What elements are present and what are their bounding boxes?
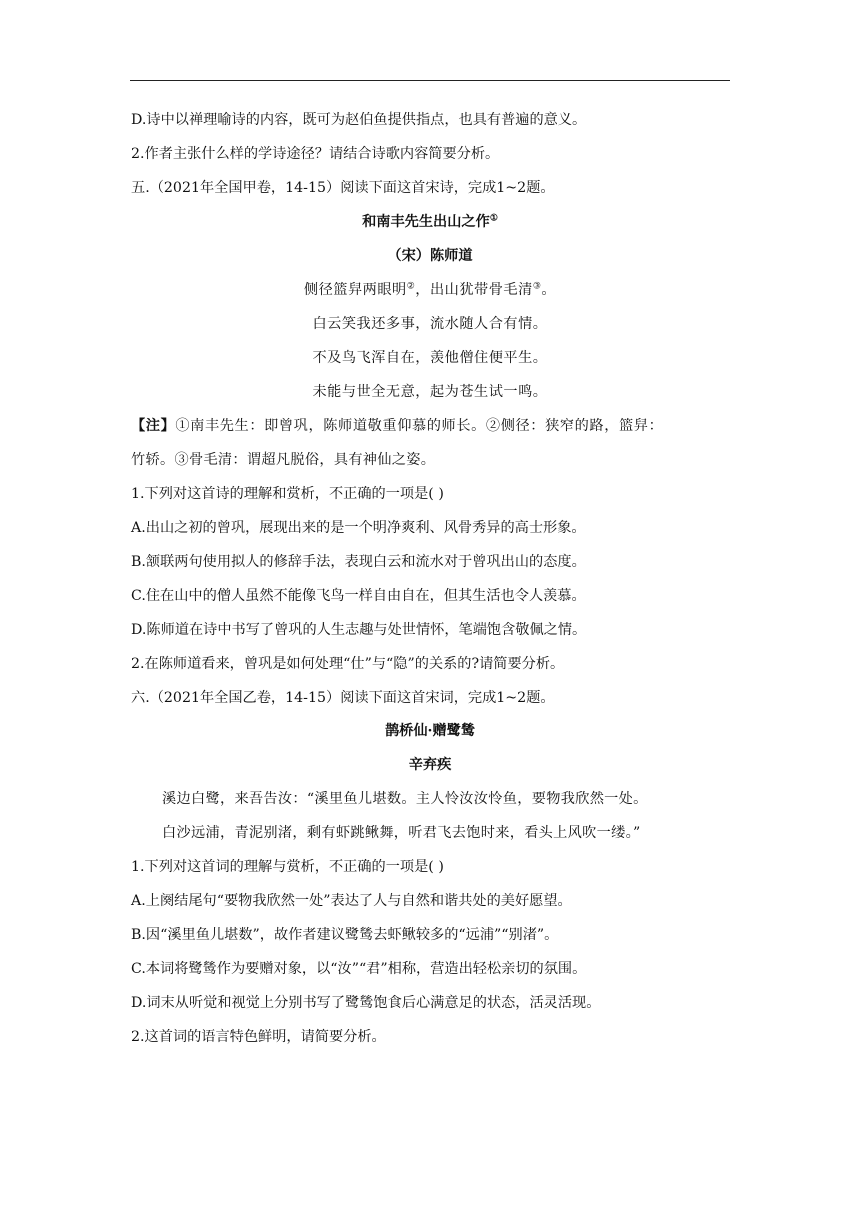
- question-2-previous: 2.作者主张什么样的学诗途径？请结合诗歌内容简要分析。: [131, 146, 500, 162]
- ci-title: 鹊桥仙·赠鹭鸶: [384, 723, 476, 739]
- poem-line-1: 侧径篮舁两眼明②，出山犹带骨毛清③。: [303, 281, 557, 298]
- header-rule: [130, 80, 730, 81]
- s6-option-d: D.词末从听觉和视觉上分别书写了鹭鸶饱食后心满意足的状态，活灵活现。: [131, 995, 601, 1011]
- poem-line-4: 未能与世全无意，起为苍生试一鸣。: [312, 384, 548, 400]
- option-d-previous: D.诗中以禅理喻诗的内容，既可为赵伯鱼提供指点，也具有普遍的意义。: [131, 112, 587, 128]
- poem-line-2: 白云笑我还多事，流水随人合有情。: [312, 316, 548, 332]
- s5-option-a: A.出山之初的曾巩，展现出来的是一个明净爽利、风骨秀异的高士形象。: [131, 520, 586, 536]
- s6-question-2: 2.这首词的语言特色鲜明，请简要分析。: [131, 1029, 386, 1045]
- s6-option-a: A.上阕结尾句“要物我欣然一处”表达了人与自然和谐共处的美好愿望。: [131, 893, 572, 909]
- s6-option-b: B.因“溪里鱼儿堪数”，故作者建议鹭鸶去虾鳅较多的“远浦”“别渚”。: [131, 927, 559, 943]
- section-5-heading: 五.（2021年全国甲卷，14-15）阅读下面这首宋诗，完成1~2题。: [131, 180, 555, 196]
- s6-question-1: 1.下列对这首词的理解与赏析，不正确的一项是( ): [131, 859, 444, 875]
- s5-question-2: 2.在陈师道看来，曾巩是如何处理“仕”与“隐”的关系的?请简要分析。: [131, 656, 565, 672]
- poem-line-3: 不及鸟飞浑自在，羡他僧住便平生。: [312, 350, 548, 366]
- section-6-heading: 六.（2021年全国乙卷，14-15）阅读下面这首宋词，完成1~2题。: [131, 690, 555, 706]
- ci-author: 辛弃疾: [408, 757, 452, 773]
- s5-option-c: C.住在山中的僧人虽然不能像飞鸟一样自由自在，但其生活也令人羡慕。: [131, 588, 586, 604]
- poem-author: （宋）陈师道: [387, 248, 473, 264]
- poem-note-line-2: 竹轿。③骨毛清：谓超凡脱俗，具有神仙之姿。: [131, 452, 436, 468]
- s5-question-1: 1.下列对这首诗的理解和赏析，不正确的一项是( ): [131, 486, 444, 502]
- s6-option-c: C.本词将鹭鸶作为要赠对象，以“汝”“君”相称，营造出轻松亲切的氛围。: [131, 961, 587, 977]
- poem-title: 和南丰先生出山之作①: [362, 213, 498, 230]
- s5-option-d: D.陈师道在诗中书写了曾巩的人生志趣与处世情怀，笔端饱含敬佩之情。: [131, 622, 587, 638]
- s5-option-b: B.颔联两句使用拟人的修辞手法，表现白云和流水对于曾巩出山的态度。: [131, 554, 586, 570]
- ci-line-2: 白沙远浦，青泥别渚，剩有虾跳鳅舞，听君飞去饱时来，看头上风吹一缕。”: [162, 825, 641, 841]
- poem-note-line-1: 【注】①南丰先生：即曾巩，陈师道敬重仰慕的师长。②侧径：狭窄的路，篮舁：: [131, 418, 664, 434]
- ci-line-1: 溪边白鹭，来吾告汝：“溪里鱼儿堪数。主人怜汝汝怜鱼，要物我欣然一处。: [162, 791, 648, 807]
